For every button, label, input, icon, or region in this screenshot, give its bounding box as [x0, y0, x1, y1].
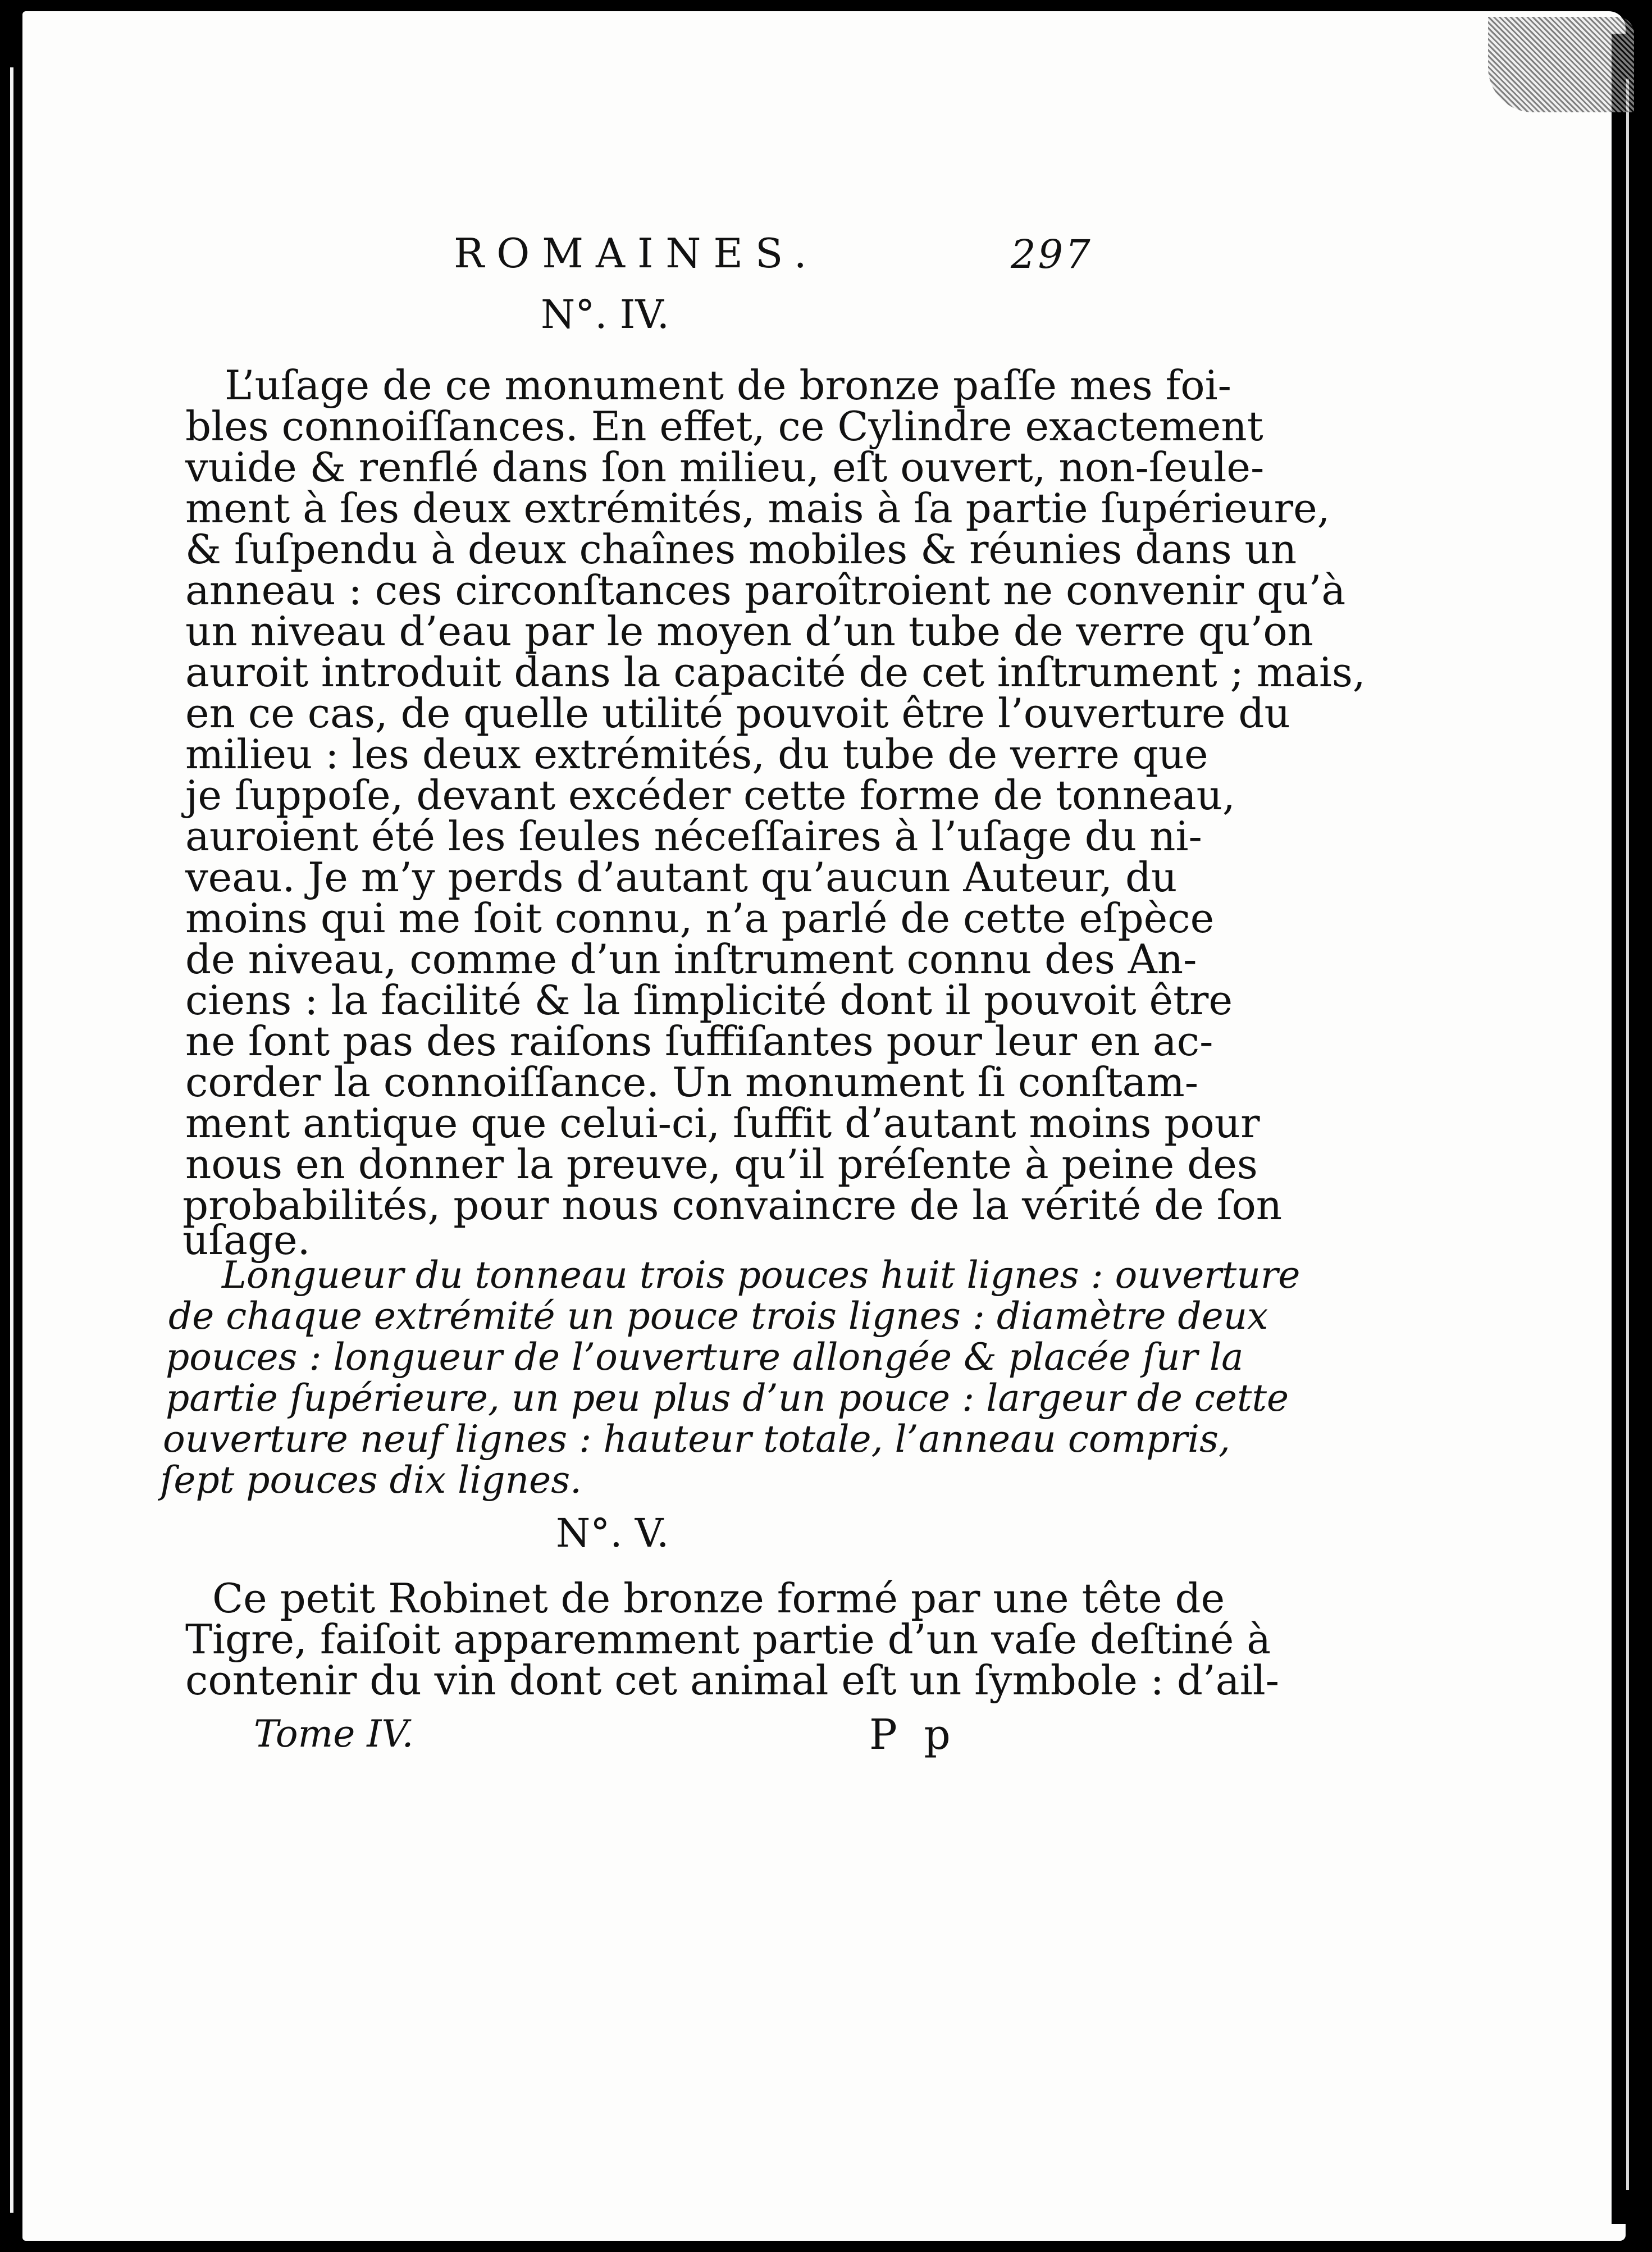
scan-right-border	[1612, 34, 1652, 2224]
measurement-line: Longueur du tonneau trois pouces huit lignes : ouverture	[222, 1253, 1300, 1297]
paragraph-line: je ſuppoſe, devant excéder cette forme de tonneau,	[185, 772, 1235, 819]
measurement-line: partie ſupérieure, un peu plus d’un pouce : largeur de cette	[166, 1376, 1289, 1420]
paragraph-line: bles connoiſſances. En effet, ce Cylindre exactement	[185, 403, 1263, 450]
measurement-line: ſept pouces dix lignes.	[160, 1458, 582, 1502]
paragraph-line: Ce petit Robinet de bronze formé par une tête de	[212, 1575, 1225, 1622]
paragraph-line: milieu : les deux extrémités, du tube de verre que	[185, 731, 1208, 778]
paragraph-line: nous en donner la preuve, qu’il préſente à peine des	[185, 1141, 1258, 1188]
paragraph-line: & ſuſpendu à deux chaînes mobiles & réunies dans un	[185, 526, 1297, 573]
paragraph-line: Tigre, faiſoit apparemment partie d’un vaſe deſtiné à	[185, 1616, 1271, 1663]
paragraph-line: ment à ſes deux extrémités, mais à ſa partie ſupérieure,	[185, 485, 1330, 532]
paragraph-line: L’uſage de ce monument de bronze paſſe mes foi-	[225, 362, 1231, 409]
measurement-line: ouverture neuf lignes : hauteur totale, l’anneau compris,	[163, 1417, 1230, 1461]
running-title: ROMAINES.	[454, 230, 819, 277]
paragraph-line: auroit introduit dans la capacité de cet inſtrument ; mais,	[185, 649, 1366, 696]
paragraph-line: probabilités, pour nous convaincre de la vérité de ſon	[182, 1182, 1283, 1229]
paragraph-line: uſage.	[182, 1216, 311, 1264]
paragraph-line: en ce cas, de quelle utilité pouvoit être l’ouverture du	[185, 690, 1290, 737]
paragraph-line: ment antique que celui-ci, ſuffit d’autant moins pour	[185, 1100, 1260, 1147]
section-title: N°. V.	[556, 1510, 669, 1556]
paragraph-line: auroient été les ſeules néceſſaires à l’uſage du ni-	[185, 813, 1202, 860]
section-title: N°. IV.	[541, 291, 669, 338]
page-number: 297	[1011, 231, 1093, 277]
paragraph-line: contenir du vin dont cet animal eſt un ſymbole : d’ail-	[185, 1657, 1280, 1704]
paragraph-line: de niveau, comme d’un inſtrument connu des An-	[185, 936, 1197, 983]
paragraph-line: corder la connoiſſance. Un monument ſi conſtam-	[185, 1059, 1199, 1106]
volume-signature: Tome IV.	[254, 1712, 414, 1756]
paragraph-line: moins qui me ſoit connu, n’a parlé de cette eſpèce	[185, 895, 1215, 942]
paragraph-line: un niveau d’eau par le moyen d’un tube de verre qu’on	[185, 608, 1314, 655]
scan-edge-line	[10, 67, 13, 2213]
paragraph-line: veau. Je m’y perds d’autant qu’aucun Auteur, du	[185, 854, 1178, 901]
measurement-line: de chaque extrémité un pouce trois lignes : diamètre deux	[168, 1294, 1268, 1338]
measurement-line: pouces : longueur de l’ouverture allongée & placée ſur la	[166, 1335, 1244, 1379]
scan-right-edge-line	[1626, 79, 1629, 2190]
scan-corner-noise	[1488, 17, 1634, 112]
paragraph-line: vuide & renflé dans ſon milieu, eſt ouvert, non-ſeule-	[185, 444, 1265, 491]
paragraph-line: ciens : la facilité & la ſimplicité dont il pouvoit être	[185, 977, 1233, 1024]
paragraph-line: ne ſont pas des raiſons ſuffiſantes pour leur en ac-	[185, 1018, 1213, 1065]
gathering-signature: P p	[869, 1711, 957, 1759]
paragraph-line: anneau : ces circonſtances paroîtroient ne convenir qu’à	[185, 567, 1346, 614]
